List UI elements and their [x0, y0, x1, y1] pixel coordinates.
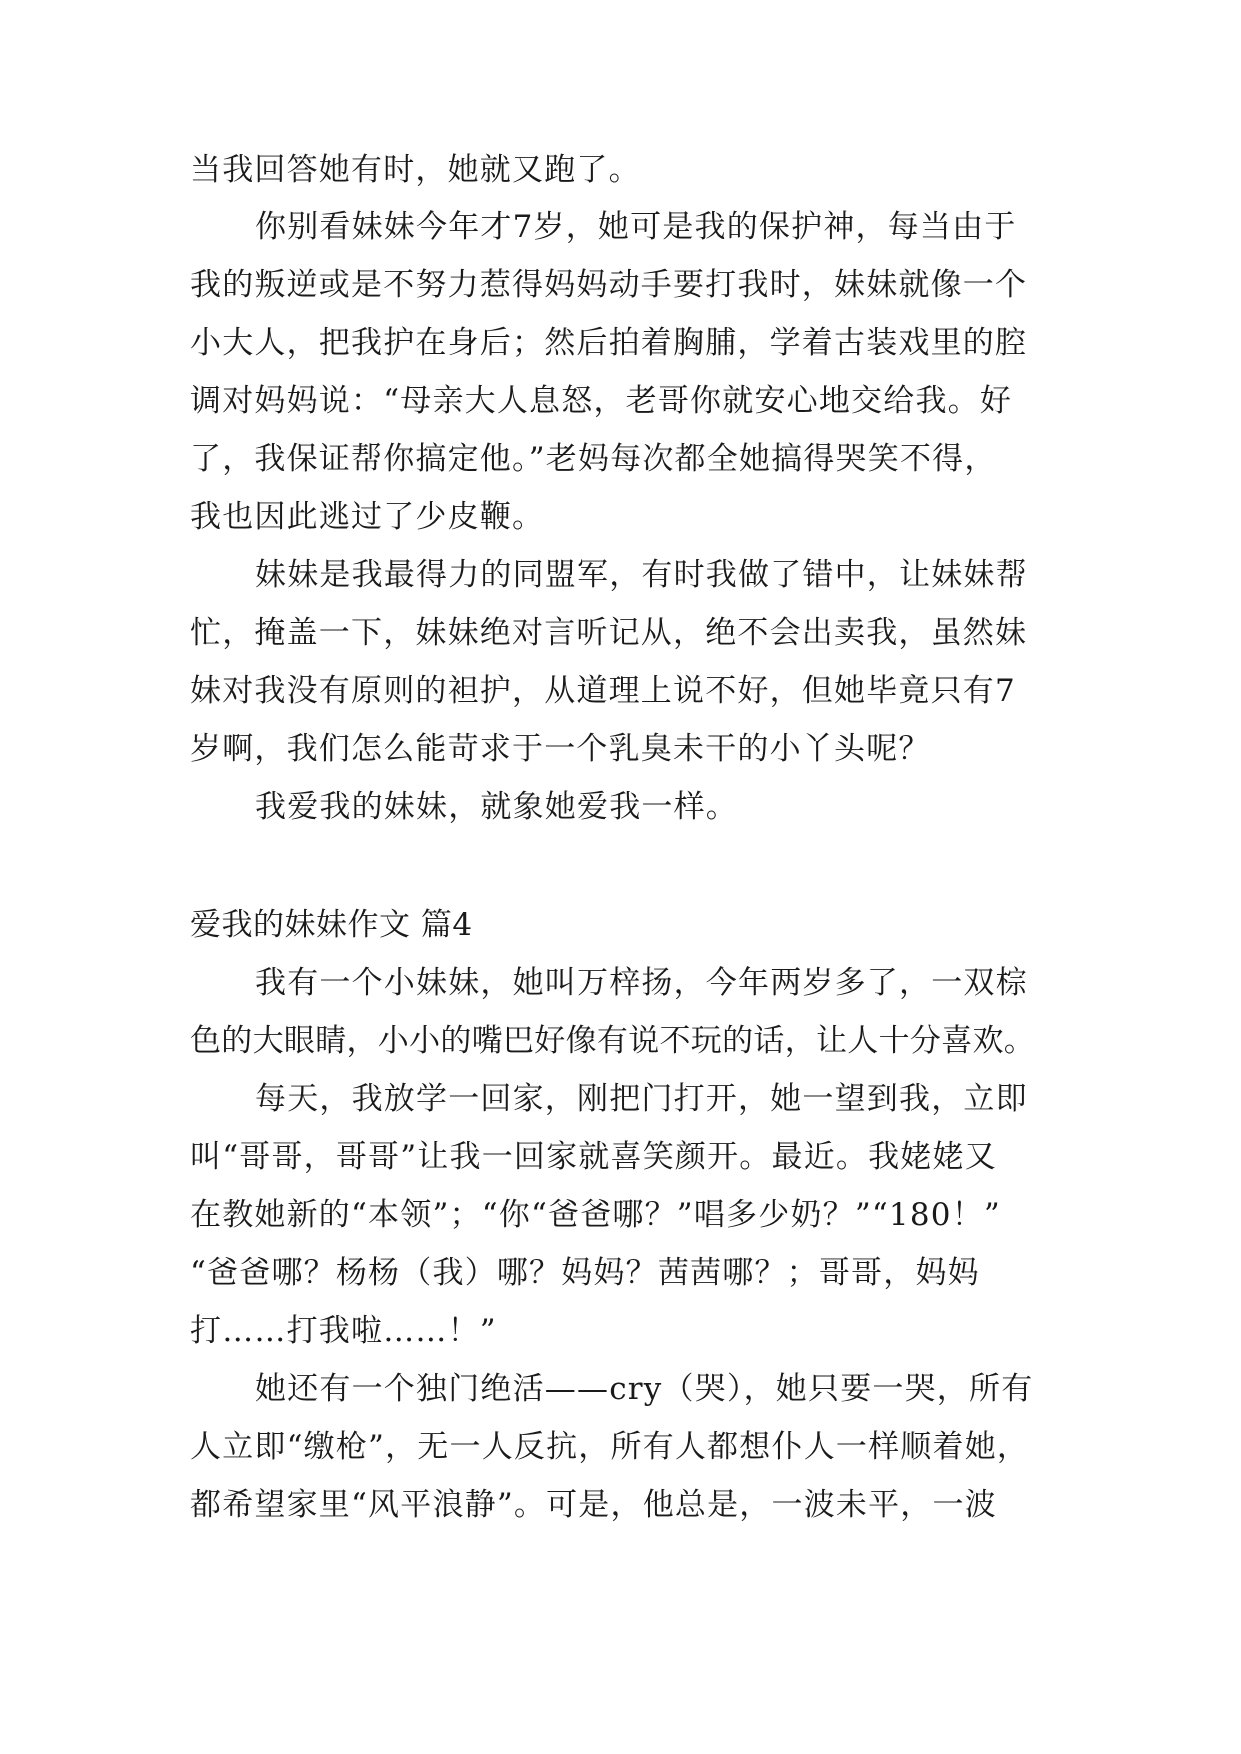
paragraph-line: 岁啊，我们怎么能苛求于一个乳臭未干的小丫头呢？	[190, 731, 931, 767]
section-title: 爱我的妹妹作文 篇4	[190, 907, 473, 943]
paragraph-line: 妹妹是我最得力的同盟军，有时我做了错中，让妹妹帮	[255, 557, 1028, 593]
paragraph-line: 人立即“缴枪”，无一人反抗，所有人都想仆人一样顺着她，	[190, 1429, 1030, 1465]
paragraph-line: 在教她新的“本领”；“你“爸爸哪？”唱多少奶？”“180！”	[190, 1197, 1001, 1233]
paragraph-line: 妹对我没有原则的袒护，从道理上说不好，但她毕竟只有7	[190, 673, 1016, 709]
paragraph-line: 她还有一个独门绝活——cry（哭），她只要一哭，所有	[255, 1371, 1034, 1407]
paragraph-line: 忙，掩盖一下，妹妹绝对言听记从，绝不会出卖我，虽然妹	[190, 615, 1028, 651]
paragraph-line: 当我回答她有时，她就又跑了。	[190, 152, 641, 188]
paragraph-line: 调对妈妈说：“母亲大人息怒，老哥你就安心地交给我。好	[190, 383, 1013, 419]
paragraph-line: 打……打我啦……！”	[190, 1313, 497, 1349]
paragraph-line: 我的叛逆或是不努力惹得妈妈动手要打我时，妹妹就像一个	[190, 267, 1028, 303]
paragraph-line: 每天，我放学一回家，刚把门打开，她一望到我，立即	[255, 1081, 1028, 1117]
paragraph-line: 我也因此逃过了少皮鞭。	[190, 499, 545, 535]
paragraph-line: 了，我保证帮你搞定他。”老妈每次都全她搞得哭笑不得，	[190, 441, 997, 477]
paragraph-line: 你别看妹妹今年才7岁，她可是我的保护神，每当由于	[255, 209, 1017, 245]
paragraph-line: 叫“哥哥，哥哥”让我一回家就喜笑颜开。最近。我姥姥又	[190, 1139, 997, 1175]
paragraph-line: “爸爸哪？杨杨（我）哪？妈妈？茜茜哪？；哥哥，妈妈	[190, 1255, 980, 1291]
paragraph-line: 小大人，把我护在身后；然后拍着胸脯，学着古装戏里的腔	[190, 325, 1028, 361]
paragraph-line: 色的大眼睛，小小的嘴巴好像有说不玩的话，让人十分喜欢。	[190, 1023, 1036, 1059]
paragraph-line: 我爱我的妹妹，就象她爱我一样。	[255, 789, 738, 825]
paragraph-line: 我有一个小妹妹，她叫万梓扬，今年两岁多了，一双棕	[255, 965, 1028, 1001]
paragraph-line: 都希望家里“风平浪静”。可是，他总是，一波未平，一波	[190, 1487, 997, 1523]
